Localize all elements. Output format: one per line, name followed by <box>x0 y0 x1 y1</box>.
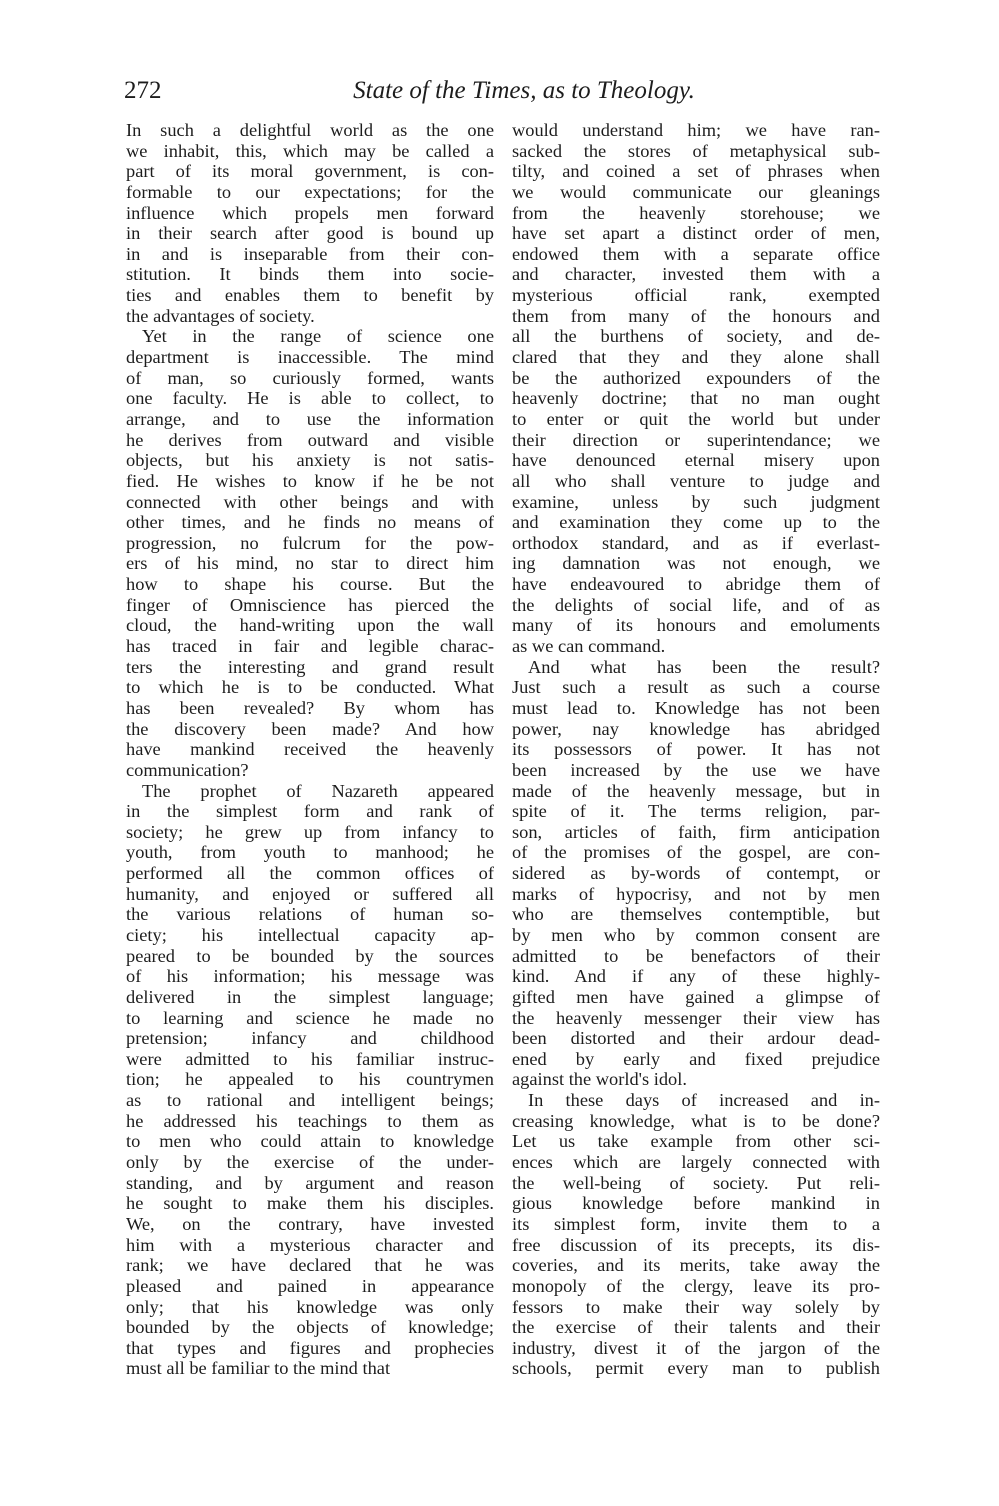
text-line: to enter or quit the world but under <box>512 408 880 429</box>
text-line: bounded by the objects of knowledge; <box>126 1317 494 1338</box>
text-line: sidered as by-words of contempt, or <box>512 863 880 884</box>
text-line: ened by early and fixed prejudice <box>512 1048 880 1069</box>
text-line: has traced in fair and legible charac- <box>126 636 494 657</box>
text-line: from the heavenly storehouse; we <box>512 202 880 223</box>
text-line: marks of hypocrisy, and not by men <box>512 883 880 904</box>
text-line: its possessors of power. It has not <box>512 739 880 760</box>
text-line: as we can command. <box>512 636 666 657</box>
text-line: arrange, and to use the information <box>126 408 494 429</box>
text-line: all the burthens of society, and de- <box>512 326 880 347</box>
text-line: ing damnation was not enough, we <box>512 553 880 574</box>
text-line: endowed them with a separate office <box>512 243 880 264</box>
text-line: have set apart a distinct order of men, <box>512 223 880 244</box>
text-line: other times, and he finds no means of <box>126 512 494 533</box>
text-line: one faculty. He is able to collect, to <box>126 388 494 409</box>
text-line: rank; we have declared that he was <box>126 1255 494 1276</box>
text-line: as to rational and intelligent beings; <box>126 1090 494 1111</box>
text-line: and examination they come up to the <box>512 512 880 533</box>
text-line: Yet in the range of science one <box>142 326 494 347</box>
text-line: creasing knowledge, what is to be done? <box>512 1110 880 1131</box>
text-line: the exercise of their talents and their <box>512 1317 880 1338</box>
text-line: been distorted and their ardour dead- <box>512 1028 880 1049</box>
text-line: ences which are largely connected with <box>512 1152 880 1173</box>
text-line: them from many of the honours and <box>512 305 880 326</box>
text-line: objects, but his anxiety is not satis- <box>126 450 494 471</box>
text-line: only by the exercise of the under- <box>126 1152 494 1173</box>
text-line: progression, no fulcrum for the pow- <box>126 532 494 553</box>
text-line: connected with other beings and with <box>126 491 494 512</box>
text-line: delivered in the simplest language; <box>126 986 494 1007</box>
text-line: in and is inseparable from their con- <box>126 243 494 264</box>
text-line: made of the heavenly message, but in <box>512 780 880 801</box>
text-line: he addressed his teachings to them as <box>126 1110 494 1131</box>
text-line: fessors to make their way solely by <box>512 1296 880 1317</box>
text-line: the advantages of society. <box>126 305 315 326</box>
text-line: spite of it. The terms religion, par- <box>512 801 880 822</box>
running-title: State of the Times, as to Theology. <box>353 77 695 104</box>
text-line: society; he grew up from infancy to <box>126 821 494 842</box>
text-line: department is inaccessible. The mind <box>126 347 494 368</box>
text-line: how to shape his course. But the <box>126 574 494 595</box>
text-line: examine, unless by such judgment <box>512 491 880 512</box>
text-line: free discussion of its precepts, its dis- <box>512 1234 880 1255</box>
text-line: clared that they and they alone shall <box>512 347 880 368</box>
text-line: its simplest form, invite them to a <box>512 1213 880 1234</box>
text-line: ciety; his intellectual capacity ap- <box>126 924 494 945</box>
text-line: tilty, and coined a set of phrases when <box>512 161 880 182</box>
text-line: been increased by the use we have <box>512 759 880 780</box>
text-line: the well-being of society. Put reli- <box>512 1172 880 1193</box>
text-line: must lead to. Knowledge has not been <box>512 697 880 718</box>
text-line: cloud, the hand-writing upon the wall <box>126 615 494 636</box>
page-header <box>124 76 884 116</box>
text-line: We, on the contrary, have invested <box>126 1213 494 1234</box>
text-line: pleased and pained in appearance <box>126 1275 494 1296</box>
text-line: of his information; his message was <box>126 966 494 987</box>
text-line: monopoly of the clergy, leave its pro- <box>512 1275 880 1296</box>
text-line: Let us take example from other sci- <box>512 1131 880 1152</box>
text-line: the heavenly messenger their view has <box>512 1007 880 1028</box>
text-line: only; that his knowledge was only <box>126 1296 494 1317</box>
text-line: all who shall venture to judge and <box>512 470 880 491</box>
text-line: orthodox standard, and as if everlast- <box>512 532 880 553</box>
text-line: in their search after good is bound up <box>126 223 494 244</box>
text-line: many of its honours and emoluments <box>512 615 880 636</box>
text-line: sacked the stores of metaphysical sub- <box>512 140 880 161</box>
text-line: him with a mysterious character and <box>126 1234 494 1255</box>
page-number: 272 <box>124 77 162 104</box>
text-line: fied. He wishes to know if he be not <box>126 470 494 491</box>
text-line: gious knowledge before mankind in <box>512 1193 880 1214</box>
text-line: coveries, and its merits, take away the <box>512 1255 880 1276</box>
text-line: ters the interesting and grand result <box>126 656 494 677</box>
text-line: influence which propels men forward <box>126 202 494 223</box>
text-line: he sought to make them his disciples. <box>126 1193 494 1214</box>
text-line: were admitted to his familiar instruc- <box>126 1048 494 1069</box>
text-line: would understand him; we have ran- <box>512 120 880 140</box>
text-line: peared to be bounded by the sources <box>126 945 494 966</box>
text-line: finger of Omniscience has pierced the <box>126 594 494 615</box>
text-line: In such a delightful world as the one <box>126 120 494 140</box>
text-line: formable to our expectations; for the <box>126 181 494 202</box>
text-line: we would communicate our gleanings <box>512 181 880 202</box>
text-line: performed all the common offices of <box>126 863 494 884</box>
text-line: In these days of increased and in- <box>528 1090 880 1111</box>
text-line: standing, and by argument and reason <box>126 1172 494 1193</box>
text-line: mysterious official rank, exempted <box>512 285 880 306</box>
text-line: tion; he appealed to his countrymen <box>126 1069 494 1090</box>
text-line: schools, permit every man to publish <box>512 1358 880 1379</box>
text-line: industry, divest it of the jargon of the <box>512 1337 880 1358</box>
text-line: the various relations of human so- <box>126 904 494 925</box>
text-line: and character, invested them with a <box>512 264 880 285</box>
text-line: to men who could attain to knowledge <box>126 1131 494 1152</box>
text-line: communication? <box>126 759 249 780</box>
text-line: pretension; infancy and childhood <box>126 1028 494 1049</box>
text-line: he derives from outward and visible <box>126 429 494 450</box>
text-line: must all be familiar to the mind that <box>126 1358 391 1379</box>
text-line: their direction or superintendance; we <box>512 429 880 450</box>
text-line: be the authorized expounders of the <box>512 367 880 388</box>
text-line: the delights of social life, and of as <box>512 594 880 615</box>
right-column <box>512 120 880 1379</box>
text-line: to which he is to be conducted. What <box>126 677 494 698</box>
text-line: youth, from youth to manhood; he <box>126 842 494 863</box>
text-line: admitted to be benefactors of their <box>512 945 880 966</box>
text-line: against the world's idol. <box>512 1069 687 1090</box>
text-line: has been revealed? By whom has <box>126 697 494 718</box>
text-line: stitution. It binds them into socie- <box>126 264 494 285</box>
text-line: in the simplest form and rank of <box>126 801 494 822</box>
text-line: by men who by common consent are <box>512 924 880 945</box>
text-line: gifted men have gained a glimpse of <box>512 986 880 1007</box>
text-line: humanity, and enjoyed or suffered all <box>126 883 494 904</box>
text-line: have endeavoured to abridge them of <box>512 574 880 595</box>
left-column <box>126 120 494 1379</box>
text-line: power, nay knowledge has abridged <box>512 718 880 739</box>
text-line: the discovery been made? And how <box>126 718 494 739</box>
text-line: Just such a result as such a course <box>512 677 880 698</box>
text-line: that types and figures and prophecies <box>126 1337 494 1358</box>
text-line: have mankind received the heavenly <box>126 739 494 760</box>
text-line: we inhabit, this, which may be called a <box>126 140 494 161</box>
text-line: kind. And if any of these highly- <box>512 966 880 987</box>
text-line: ties and enables them to benefit by <box>126 285 494 306</box>
text-line: son, articles of faith, firm anticipation <box>512 821 880 842</box>
text-line: of man, so curiously formed, wants <box>126 367 494 388</box>
text-line: who are themselves contemptible, but <box>512 904 880 925</box>
text-line: ers of his mind, no star to direct him <box>126 553 494 574</box>
text-line: heavenly doctrine; that no man ought <box>512 388 880 409</box>
text-line: have denounced eternal misery upon <box>512 450 880 471</box>
text-line: And what has been the result? <box>528 656 880 677</box>
text-line: The prophet of Nazareth appeared <box>142 780 494 801</box>
text-line: of the promises of the gospel, are con- <box>512 842 880 863</box>
text-line: to learning and science he made no <box>126 1007 494 1028</box>
text-line: part of its moral government, is con- <box>126 161 494 182</box>
